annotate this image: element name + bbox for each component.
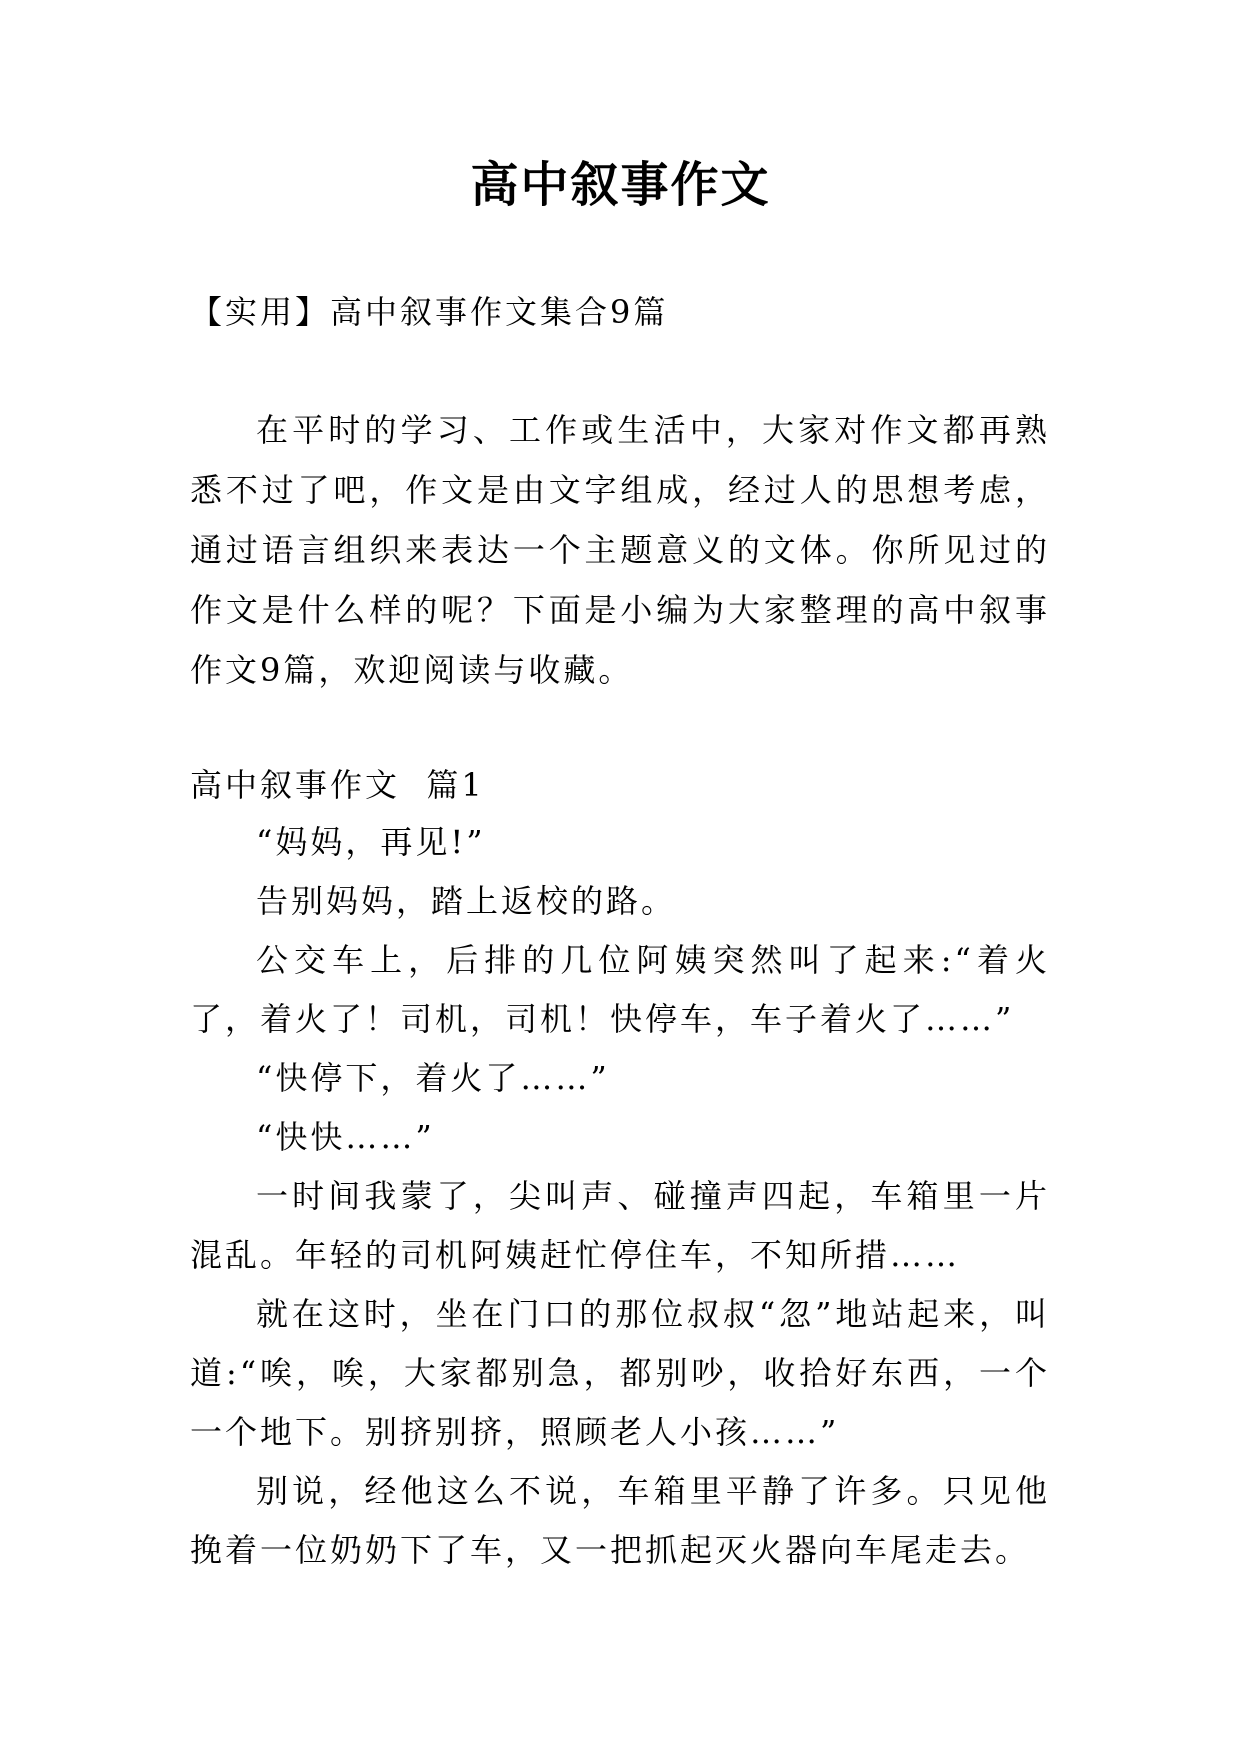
intro-paragraph: 在平时的学习、工作或生活中，大家对作文都再熟悉不过了吧，作文是由文字组成，经过人的思想考虑，通过语言组织来表达一个主题意义的文体。你所见过的作文是什么样的呢？下面是小编为大家整理的高中叙事作文9篇，欢迎阅读与收藏。 [190,411,1050,689]
paragraph: 告别妈妈，踏上返校的路。 [256,882,677,920]
document-subtitle: 【实用】高中叙事作文集合9篇 [190,293,669,331]
paragraph: 就在这时，坐在门口的那位叔叔“忽”地站起来，叫道:“唉，唉，大家都别急，都别吵，收拾好东西，一个一个地下。别挤别挤，照顾老人小孩……” [190,1295,1050,1451]
paragraph: 一时间我蒙了，尖叫声、碰撞声四起，车箱里一片混乱。年轻的司机阿姨赶忙停住车，不知所措…… [190,1177,1050,1274]
paragraph: “快快……” [256,1118,435,1156]
section-1 [190,757,1050,1580]
document-title: 高中叙事作文 [470,157,771,213]
section-heading: 高中叙事作文 篇1 [190,766,485,804]
paragraph: 公交车上，后排的几位阿姨突然叫了起来:“着火了，着火了！司机，司机！快停车，车子着火了……” [190,941,1050,1038]
paragraph: 别说，经他这么不说，车箱里平静了许多。只见他挽着一位奶奶下了车，又一把抓起灭火器向车尾走去。 [190,1472,1050,1569]
paragraph: “快停下，着火了……” [256,1059,610,1097]
paragraph: “妈妈，再见!” [256,823,486,861]
